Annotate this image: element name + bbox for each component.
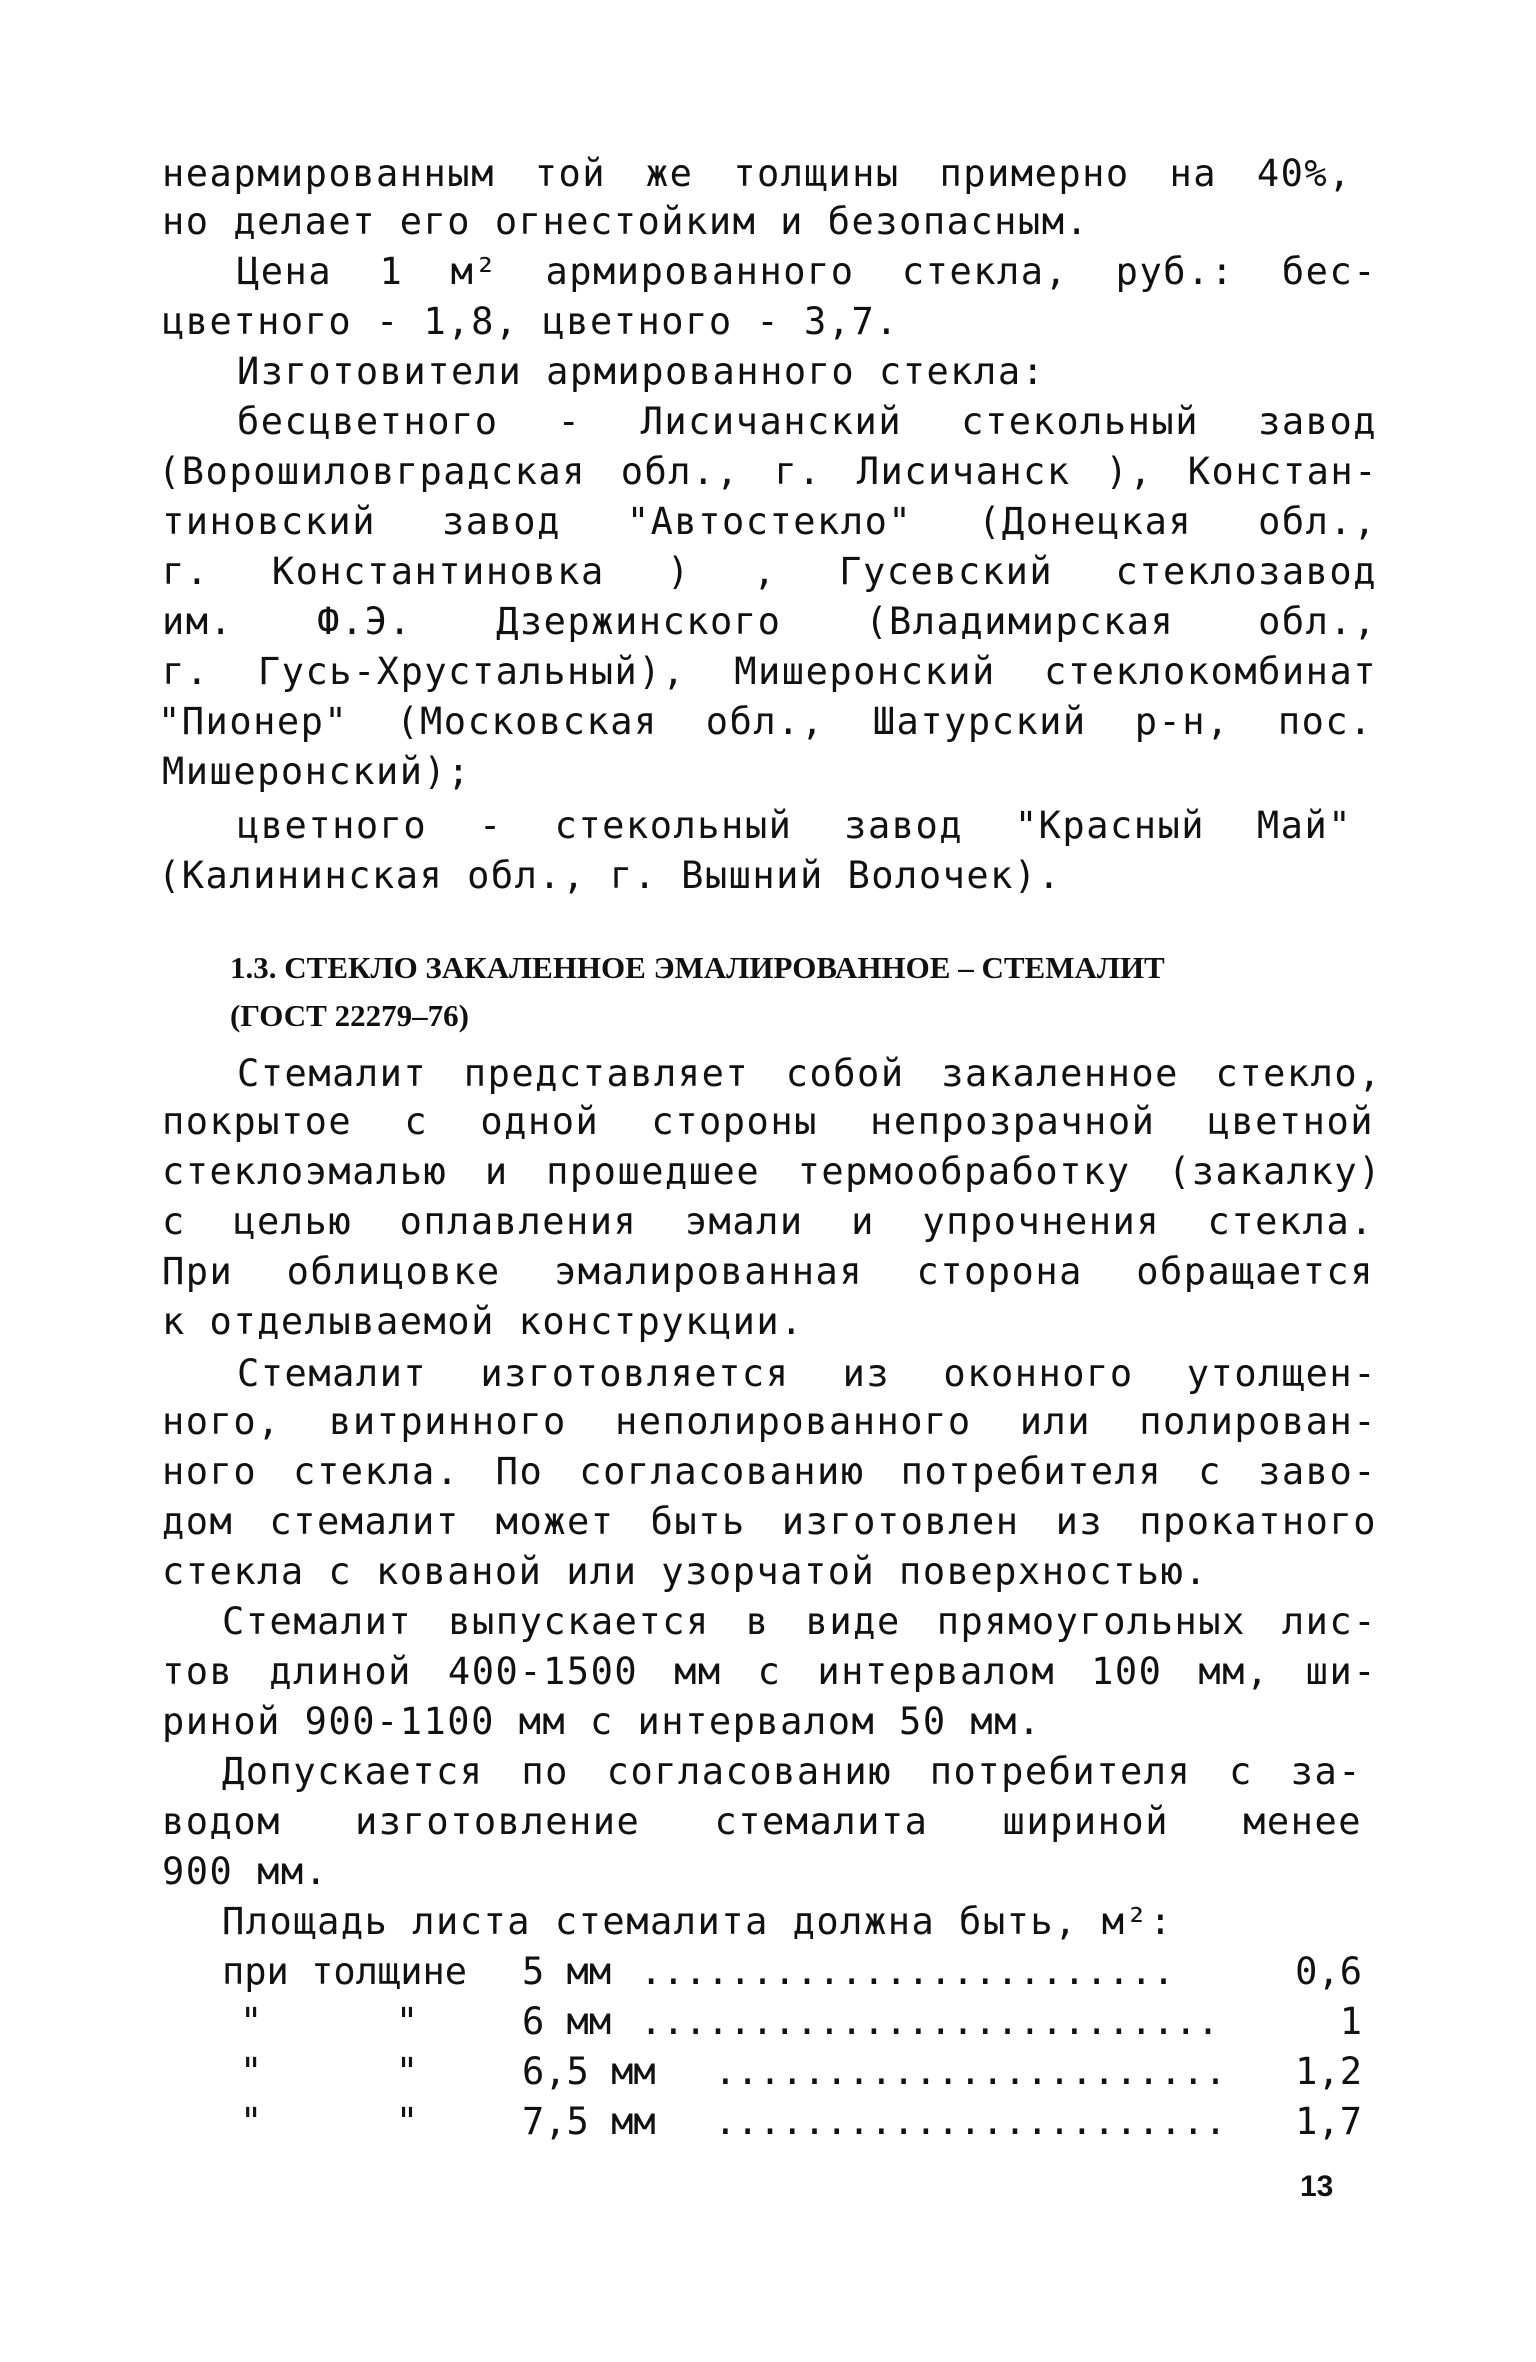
page-number: 13	[1300, 2170, 1334, 2203]
row-dots: .......................	[692, 2100, 1227, 2143]
text-line: дом стемалит может быть изготовлен из прокатного	[162, 1500, 1377, 1543]
row-thickness: 6,5 мм	[522, 2050, 656, 2093]
row-value: 0,6	[1295, 1950, 1362, 1993]
row-value: 1	[1339, 2000, 1362, 2043]
row-dots: ........................	[640, 1950, 1175, 1993]
text-line: Допускается по согласованию потребителя с за-	[222, 1750, 1362, 1793]
row-value: 1,2	[1295, 2050, 1362, 2093]
row-thickness: 7,5 мм	[522, 2100, 656, 2143]
row-thickness: 5 мм	[522, 1950, 612, 1993]
text-line: с целью оплавления эмали и упрочнения стекла.	[162, 1200, 1374, 1243]
text-line: "Пионер" (Московская обл., Шатурский р-н, пос.	[158, 700, 1373, 743]
table-row	[222, 2098, 1362, 2146]
text-line: цветного - 1,8, цветного - 3,7.	[162, 300, 900, 343]
text-line: тов длиной 400-1500 мм с интервалом 100 мм, ши-	[162, 1650, 1377, 1693]
row-label: " "	[240, 2050, 419, 2093]
text-line: к отделываемой конструкции.	[162, 1300, 804, 1343]
text-line: водом изготовление стемалита шириной менее	[162, 1800, 1362, 1843]
text-line: Площадь листа стемалита должна быть, м²:	[222, 1900, 1174, 1943]
text-line: тиновский завод "Автостекло" (Донецкая обл.,	[162, 500, 1377, 543]
text-line: но делает его огнестойким и безопасным.	[162, 200, 1090, 243]
text-line: Цена 1 м² армированного стекла, руб.: бес-	[237, 250, 1377, 293]
table-row	[222, 2048, 1362, 2096]
text-line: ного, витринного неполированного или полирован-	[162, 1400, 1377, 1443]
text-line: Мишеронский);	[162, 750, 472, 793]
text-line: риной 900-1100 мм с интервалом 50 мм.	[162, 1700, 1042, 1743]
table-row	[222, 1948, 1362, 1996]
section-heading-gost: (ГОСТ 22279–76)	[230, 998, 469, 1033]
row-dots: ..........................	[640, 2000, 1220, 2043]
text-line: Стемалит представляет собой закаленное стекло,	[237, 1052, 1382, 1095]
text-line: г. Гусь-Хрустальный), Мишеронский стеклокомбинат	[162, 650, 1377, 693]
text-line: цветного - стекольный завод "Красный Май"	[237, 804, 1352, 847]
text-line: им. Ф.Э. Дзержинского (Владимирская обл.,	[162, 600, 1377, 643]
text-line: Стемалит выпускается в виде прямоугольных лис-	[222, 1600, 1377, 1643]
text-line: (Ворошиловградская обл., г. Лисичанск ), Констан-	[158, 450, 1378, 493]
text-line: покрытое с одной стороны непрозрачной цветной	[162, 1100, 1374, 1143]
text-line: стеклоэмалью и прошедшее термообработку (закалку)	[162, 1150, 1382, 1193]
section-heading: 1.3. СТЕКЛО ЗАКАЛЕННОЕ ЭМАЛИРОВАННОЕ – СТЕМАЛИТ	[230, 950, 1165, 985]
text-line: бесцветного - Лисичанский стекольный завод	[237, 400, 1377, 443]
text-line: (Калининская обл., г. Вышний Волочек).	[158, 854, 1062, 897]
text-line: Изготовители армированного стекла:	[237, 350, 1046, 393]
row-label: " "	[240, 2000, 419, 2043]
table-row	[222, 1998, 1362, 2046]
row-thickness: 6 мм	[522, 2000, 612, 2043]
row-dots: .......................	[692, 2050, 1227, 2093]
row-label: " "	[240, 2100, 419, 2143]
text-line: неармированным той же толщины примерно на 40%,	[162, 152, 1352, 195]
row-label: при толщине	[222, 1950, 468, 1993]
text-line: При облицовке эмалированная сторона обращается	[162, 1250, 1374, 1293]
text-line: Стемалит изготовляется из оконного утолщен-	[237, 1352, 1377, 1395]
text-line: 900 мм.	[162, 1850, 329, 1893]
text-line: стекла с кованой или узорчатой поверхностью.	[162, 1550, 1209, 1593]
text-line: г. Константиновка ) , Гусевский стеклозавод	[162, 550, 1377, 593]
text-line: ного стекла. По согласованию потребителя с заво-	[162, 1450, 1377, 1493]
row-value: 1,7	[1295, 2100, 1362, 2143]
